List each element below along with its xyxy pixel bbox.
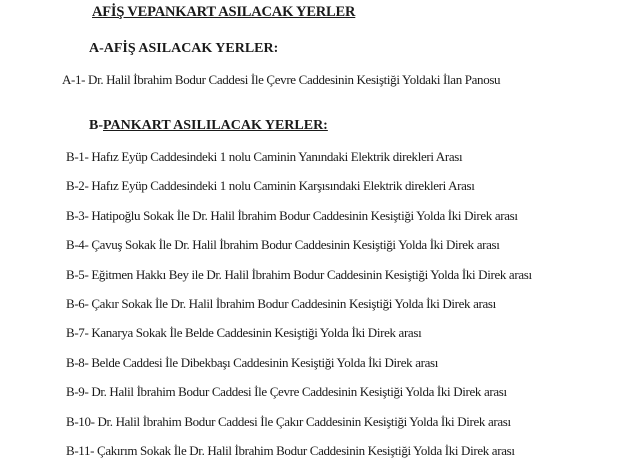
section-b-item: B-2- Hafız Eyüp Caddesindeki 1 nolu Caminin Karşısındaki Elektrik direkleri Arası xyxy=(66,178,475,194)
section-b-list xyxy=(66,149,532,472)
section-b-item: B-1- Hafız Eyüp Caddesindeki 1 nolu Caminin Yanındaki Elektrik direkleri Arası xyxy=(66,149,463,164)
section-b-item: B-5- Eğitmen Hakkı Bey ile Dr. Halil İbrahim Bodur Caddesinin Kesiştiği Yolda İki Direk arası xyxy=(66,266,532,282)
section-b-item: B-4- Çavuş Sokak İle Dr. Halil İbrahim Bodur Caddesinin Kesiştiği Yolda İki Direk arası xyxy=(66,237,500,253)
section-b-heading-prefix: B- xyxy=(89,118,103,133)
section-a-item: A-1- Dr. Halil İbrahim Bodur Caddesi İle Çevre Caddesinin Kesiştiği Yoldaki İlan Panosu xyxy=(62,72,501,87)
document-title: AFİŞ VEPANKART ASILACAK YERLER xyxy=(92,4,356,20)
section-b-item: B-8- Belde Caddesi İle Dibekbaşı Caddesinin Kesiştiği Yolda İki Direk arası xyxy=(66,354,438,370)
section-b-item: B-11- Çakırım Sokak İle Dr. Halil İbrahim Bodur Caddesinin Kesiştiği Yolda İki Direk arası xyxy=(66,442,515,458)
section-b-item: B-3- Hatipoğlu Sokak İle Dr. Halil İbrahim Bodur Caddesinin Kesiştiği Yolda İki Direk arası xyxy=(66,207,518,223)
section-b-item: B-10- Dr. Halil İbrahim Bodur Caddesi İle Çakır Caddesinin Kesiştiği Yolda İki Direk arası xyxy=(66,413,511,429)
section-a-heading: A-AFİŞ ASILACAK YERLER: xyxy=(89,41,279,56)
section-b-item: B-6- Çakır Sokak İle Dr. Halil İbrahim Bodur Caddesinin Kesiştiği Yolda İki Direk arası xyxy=(66,295,496,311)
section-b-item: B-7- Kanarya Sokak İle Belde Caddesinin Kesiştiği Yolda İki Direk arası xyxy=(66,325,422,341)
section-b-heading xyxy=(89,118,328,134)
section-b-item: B-9- Dr. Halil İbrahim Bodur Caddesi İle Çevre Caddesinin Kesiştiği Yolda İki Direk arası xyxy=(66,384,507,400)
section-b-heading-text: PANKART ASILILACAK YERLER: xyxy=(103,118,328,133)
